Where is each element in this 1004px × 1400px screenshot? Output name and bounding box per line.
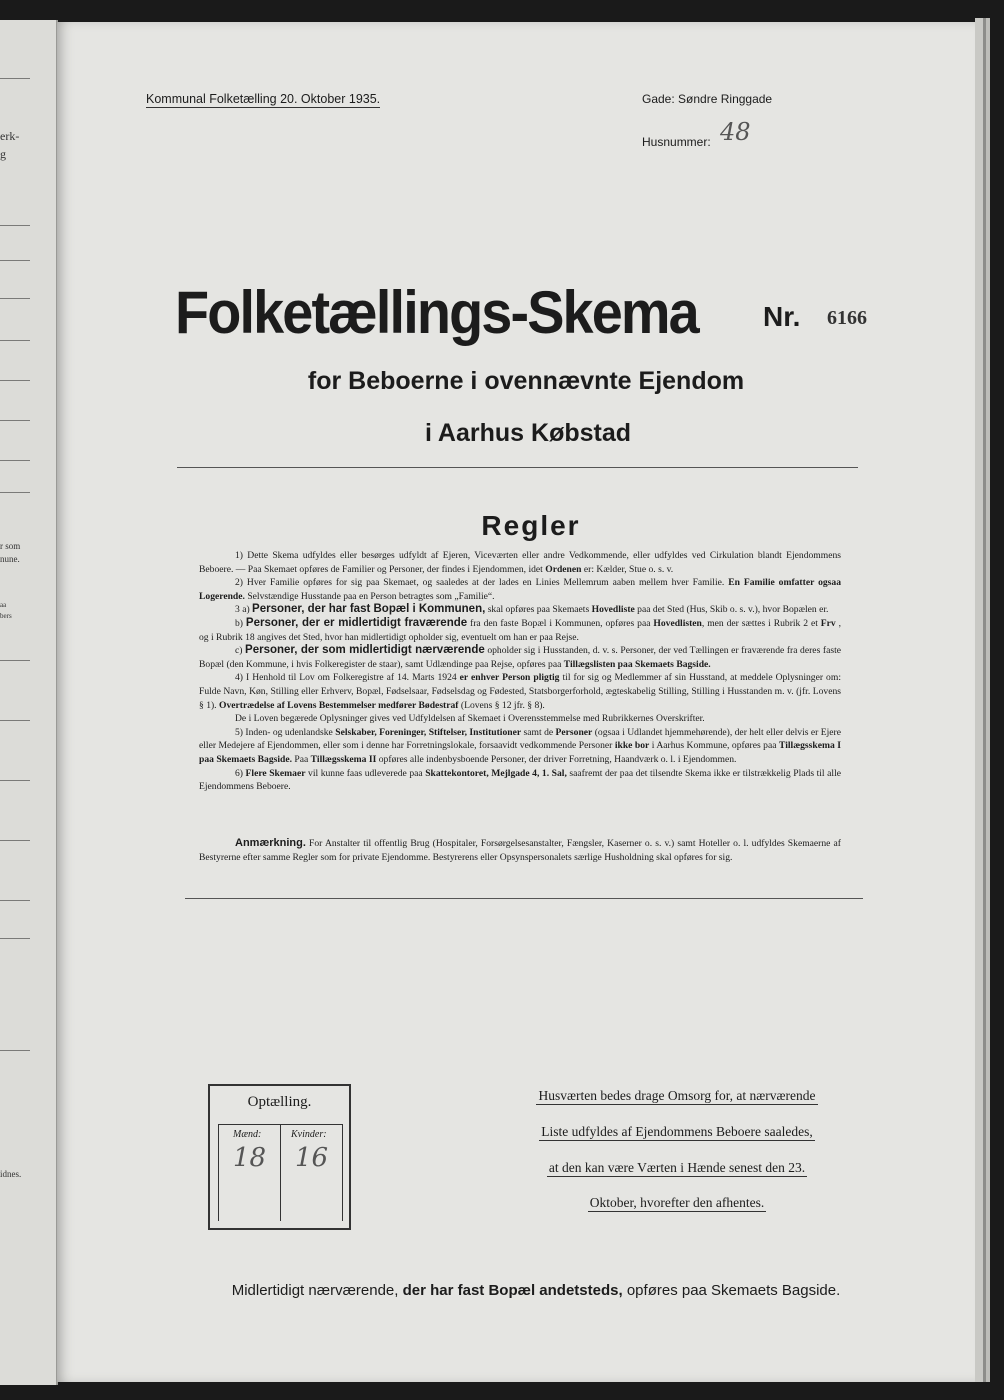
- annotation-text: For Anstalter til offentlig Brug (Hospitaler, Forsørgelsesanstalter, Fængsler, Kaserner o. s. v.) samt Hoteller o. l. udfyldes Skemaerne af Bestyrerne efter samme Regler som for private Ejendomme. Bestyrerens eller Opsynspersonalets særlige Husholdning skal opføres for sig.: [199, 838, 841, 863]
- prev-page-rule: [0, 660, 30, 661]
- prev-page-fragment: bers: [0, 612, 12, 620]
- prev-page-rule: [0, 460, 30, 461]
- count-box-divider: [280, 1125, 281, 1221]
- prev-page-rule: [0, 380, 30, 381]
- landlord-notice-line: Oktober, hvorefter den afhentes.: [589, 1195, 765, 1210]
- prev-page-rule: [0, 225, 30, 226]
- count-box-title: Optælling.: [247, 1094, 312, 1110]
- rule-1: 1) Dette Skema udfyldes eller besørges udfyldt af Ejeren, Viceværten eller andre Vedkommende, eller udfyldes ved Cirkulation blandt Ejendommens Beboere. — Paa Skemaet opføres de Familier og Personer, der findes i Ejendommen, idet Ordenen er: Kælder, Stue o. s. v.: [199, 550, 841, 575]
- rule-3a: 3 a) Personer, der har fast Bopæl i Kommunen, skal opføres paa Skemaets Hovedliste paa det Sted (Hus, Skib o. s. v.), hvor Bopælen er.: [235, 603, 829, 616]
- landlord-notice-line: at den kan være Værten i Hænde senest den 23.: [548, 1160, 806, 1175]
- prev-page-rule: [0, 900, 30, 901]
- rules-text: [199, 549, 841, 794]
- page-edge: [986, 18, 990, 1382]
- prev-page-fragment: idnes.: [0, 1169, 22, 1179]
- men-label: Mænd:: [233, 1129, 262, 1140]
- prev-page-rule: [0, 1050, 30, 1051]
- prev-page-rule: [0, 420, 30, 421]
- census-header: Kommunal Folketælling 20. Oktober 1935.: [146, 92, 381, 106]
- form-number-value: 6166: [827, 307, 867, 329]
- divider: [177, 467, 858, 468]
- street-label: Gade:: [642, 92, 675, 106]
- rule-3c: c) Personer, der som midlertidigt nærværende opholder sig i Husstanden, d. v. s. Personer, der ved Tællingen er fraværende fra deres faste Bopæl (den Kommune, i hvis Folkeregister de staar), samt Udlændinge paa Rejse, opføres paa Tillægslisten paa Skemaets Bagside.: [199, 644, 841, 670]
- count-box-grid: [218, 1124, 343, 1221]
- rule-4-note: De i Loven begærede Oplysninger gives ved Udfyldelsen af Skemaet i Overensstemmelse med Rubrikkernes Overskrifter.: [235, 713, 705, 725]
- landlord-notice-line: Liste udfyldes af Ejendommens Beboere saaledes,: [541, 1124, 813, 1139]
- form-title: Folketællings-Skema: [175, 279, 698, 346]
- rules-heading: Regler: [481, 510, 581, 541]
- prev-page-rule: [0, 78, 30, 79]
- prev-page-fragment: g: [0, 147, 6, 161]
- landlord-notice-line: Husværten bedes drage Omsorg for, at nærværende: [538, 1088, 816, 1103]
- prev-page-rule: [0, 260, 30, 261]
- prev-page-rule: [0, 492, 30, 493]
- prev-page-rule: [0, 938, 30, 939]
- form-location: i Aarhus Købstad: [424, 419, 632, 447]
- women-count: 16: [295, 1143, 329, 1173]
- street-value: Søndre Ringgade: [678, 92, 773, 106]
- previous-page-strip: [0, 20, 58, 1385]
- rule-4: 4) I Henhold til Lov om Folkeregistre af 14. Marts 1924 er enhver Person pligtig til for sig og Medlemmer af sin Husstand, at meddele Oplysninger om: Fulde Navn, Køn, Stilling eller Erhverv, Bopæl, Fødselsaar, Fødselsdag og Fødested, Statsborgerforhold, ægteskabelig Stilling, Stilling i Husstanden m. v. (jfr. Lovens § 1). Overtrædelse af Lovens Bestemmelser medfører Bødestraf (Lovens § 12 jfr. § 8).: [199, 672, 841, 711]
- footer-note: Midlertidigt nærværende, der har fast Bopæl andetsteds, opføres paa Skemaets Bagside.: [231, 1282, 841, 1299]
- prev-page-fragment: aa: [0, 601, 7, 609]
- count-box: [208, 1084, 351, 1230]
- annotation-note: [199, 837, 841, 864]
- prev-page-fragment: r som: [0, 541, 21, 551]
- prev-page-fragment: nune.: [0, 554, 20, 564]
- rule-3b: b) Personer, der er midlertidigt fraværende fra den faste Bopæl i Kommunen, opføres paa Hovedlisten, men der sættes i Rubrik 2 et Frv , og i Rubrik 18 angives det Sted, hvor han midlertidigt opholder sig, eventuelt om han er paa Rejse.: [199, 616, 842, 643]
- prev-page-rule: [0, 840, 30, 841]
- house-number-label: Husnummer:: [642, 135, 711, 149]
- street-field: [642, 92, 772, 106]
- house-number-value: 48: [720, 118, 751, 146]
- divider: [185, 898, 863, 899]
- women-label: Kvinder:: [291, 1129, 327, 1140]
- prev-page-rule: [0, 780, 30, 781]
- prev-page-rule: [0, 298, 30, 299]
- form-number-label: Nr.: [763, 301, 801, 332]
- census-form-page: [57, 22, 975, 1382]
- men-count: 18: [233, 1143, 267, 1173]
- house-number-field: [642, 118, 751, 152]
- prev-page-rule: [0, 720, 30, 721]
- prev-page-rule: [0, 340, 30, 341]
- rule-5: 5) Inden- og udenlandske Selskaber, Foreninger, Stiftelser, Institutioner samt de Personer (ogsaa i Udlandet hjemmehørende), der helt eller delvis er Ejere eller Medejere af Ejendommen, eller som i denne har Forretningslokale, forsaavidt vedkommende Personer ikke bor i Aarhus Kommune, opføres paa Tillægsskema I paa Skemaets Bagside. Paa Tillægsskema II opføres alle indenbysboende Personer, der driver Forretning, Haandværk o. l. i Ejendommen.: [199, 726, 841, 765]
- page-edge: [975, 18, 983, 1382]
- form-subtitle: for Beboerne i ovennævnte Ejendom: [307, 367, 745, 395]
- prev-page-fragment: erk-: [0, 129, 20, 143]
- rule-2: 2) Hver Familie opføres for sig paa Skemaet, og saaledes at der lades en Linies Mellemrum aaben mellem hver Familie. En Familie omfatter ogsaa Logerende. Selvstændige Husstande paa en Person betragtes som „Familie“.: [199, 577, 841, 602]
- annotation-label: Anmærkning.: [235, 837, 306, 849]
- rule-6: 6) Flere Skemaer vil kunne faas udleverede paa Skattekontoret, Mejlgade 4, 1. Sal, saafremt der paa det tilsendte Skema ikke er tilstrækkelig Plads til alle Ejendommens Beboere.: [199, 767, 841, 793]
